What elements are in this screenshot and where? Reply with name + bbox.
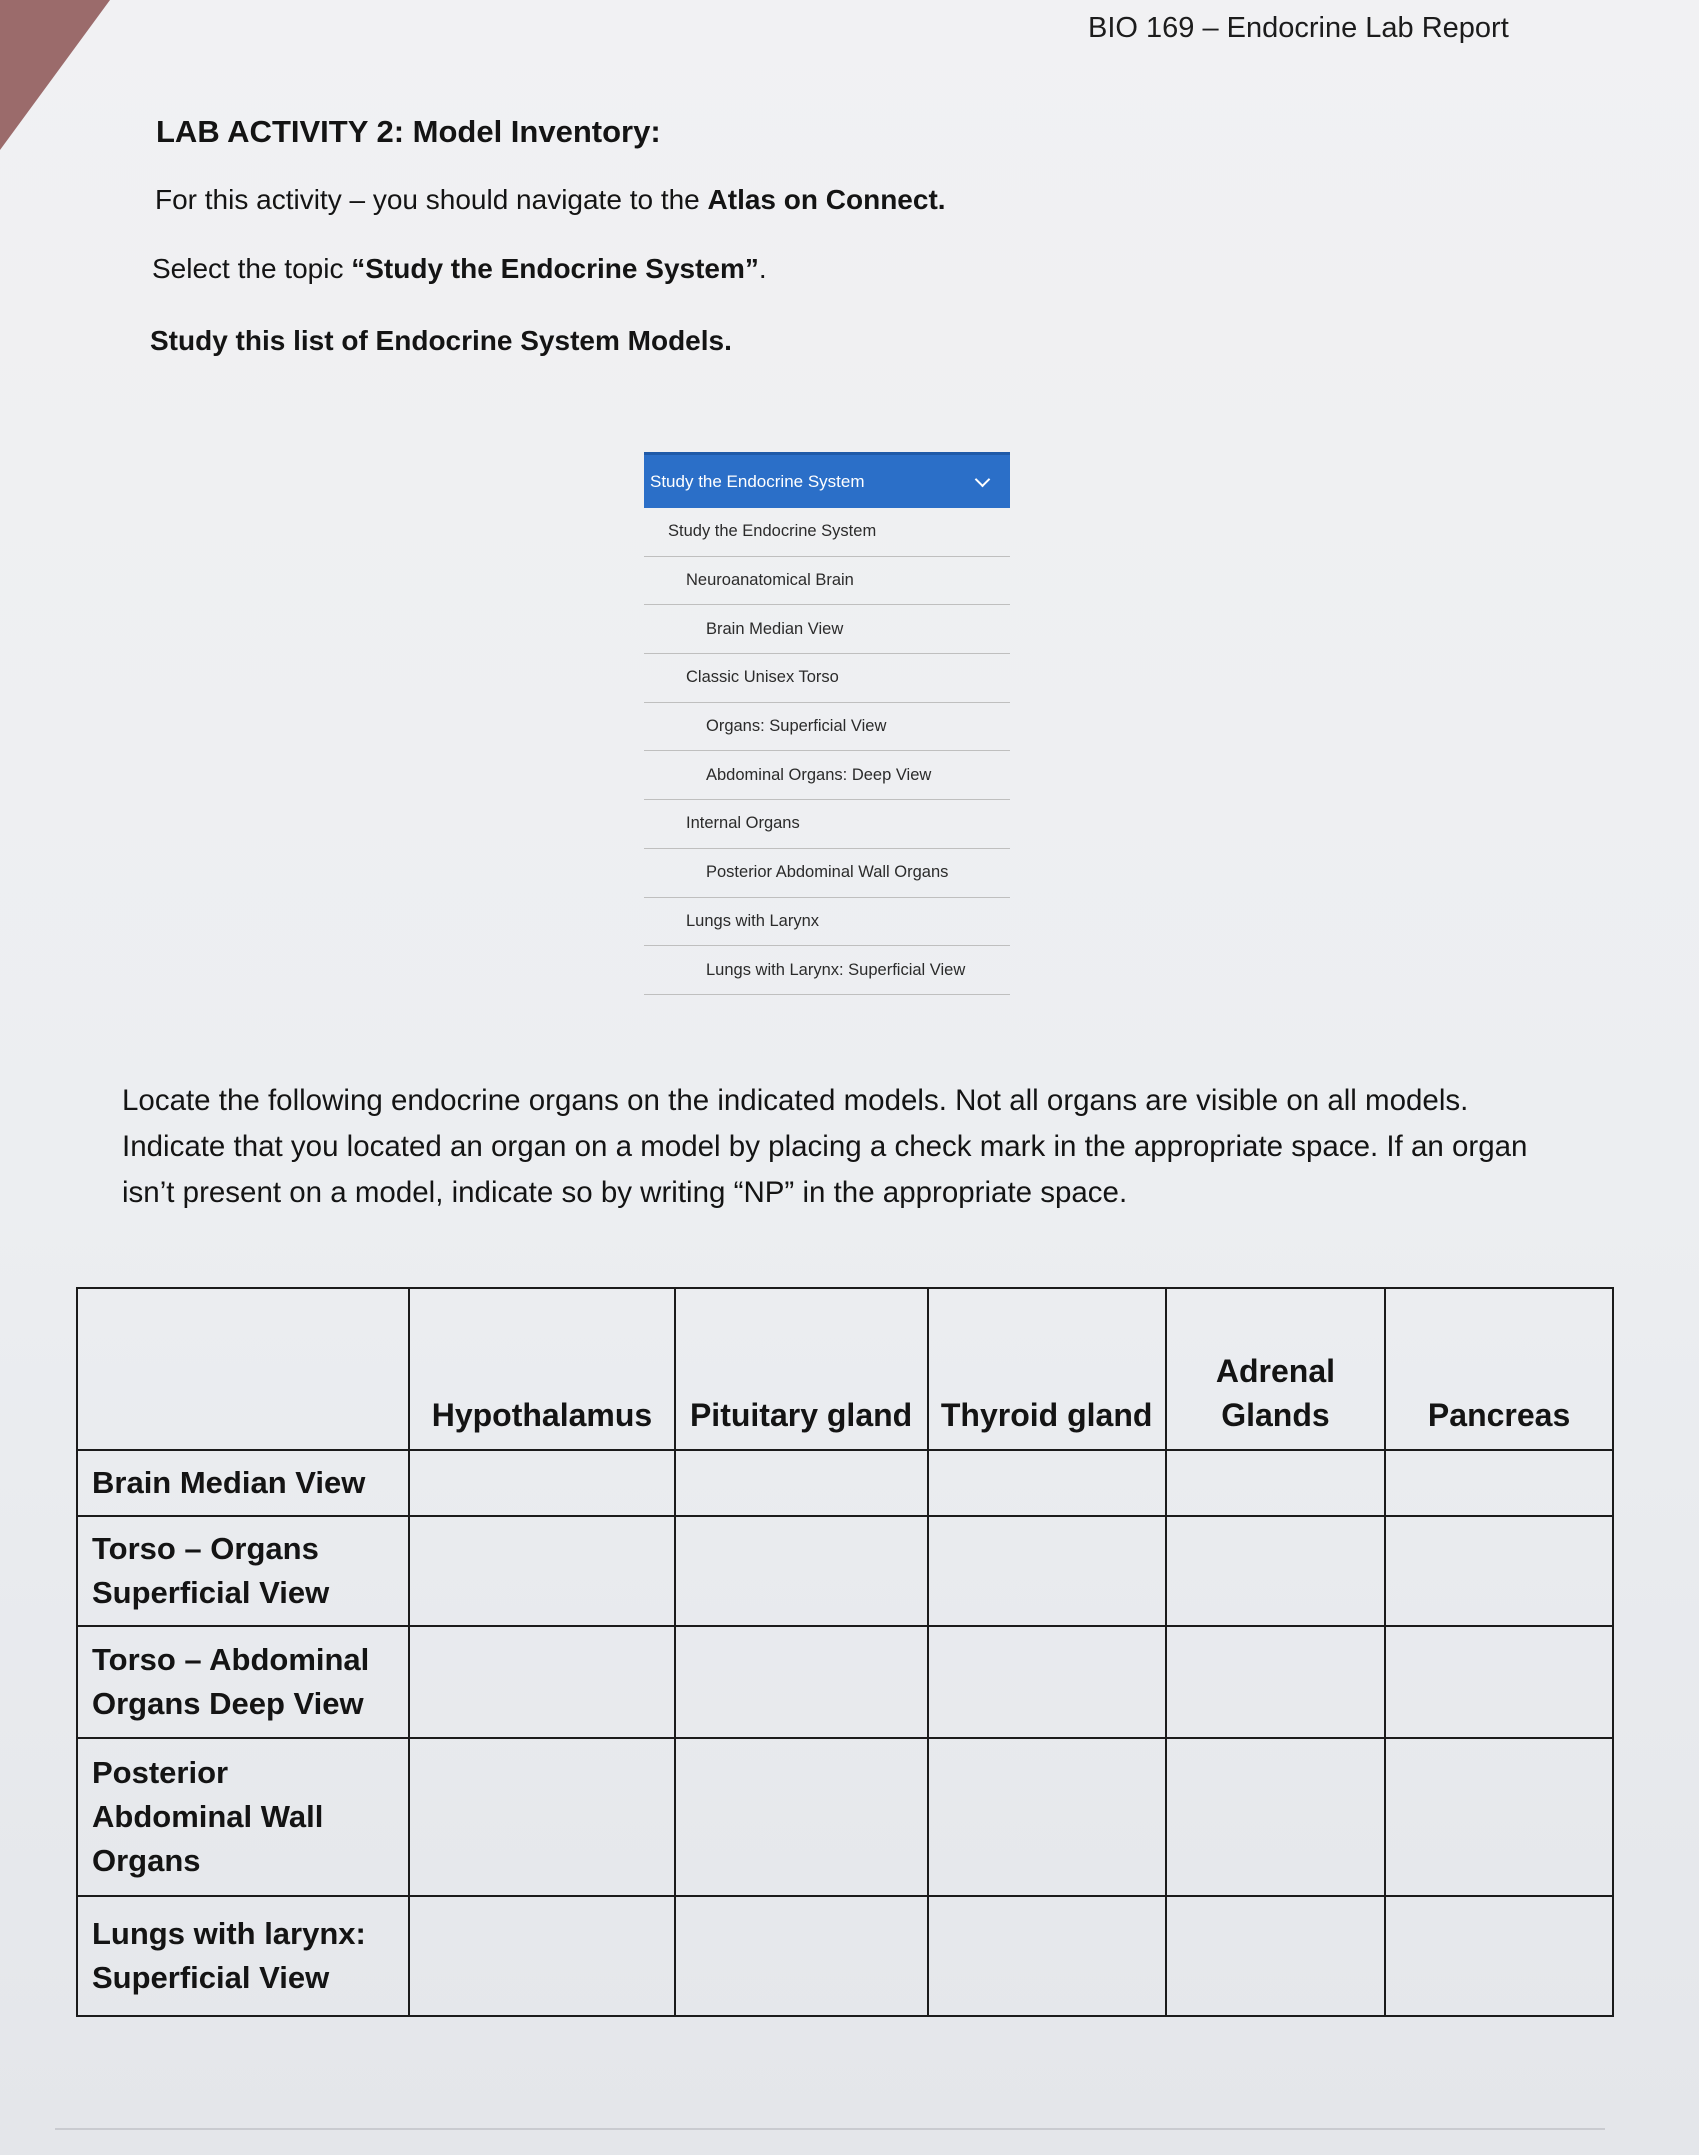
dropdown-item: Posterior Abdominal Wall Organs (644, 849, 1010, 898)
column-header: Pituitary gland (675, 1288, 928, 1450)
answer-cell[interactable] (675, 1896, 928, 2016)
intro-atlas-line (155, 184, 946, 216)
answer-cell[interactable] (409, 1738, 674, 1896)
answer-cell[interactable] (675, 1626, 928, 1738)
answer-cell[interactable] (1166, 1896, 1385, 2016)
intro-topic-period: . (758, 253, 767, 284)
dropdown-item: Lungs with Larynx (644, 898, 1010, 947)
dropdown-item: Abdominal Organs: Deep View (644, 751, 1010, 800)
answer-cell[interactable] (675, 1516, 928, 1626)
dropdown-item: Organs: Superficial View (644, 703, 1010, 752)
dropdown-item: Neuroanatomical Brain (644, 557, 1010, 606)
dropdown-list (644, 508, 1010, 995)
row-header: Lungs with larynx: Superficial View (77, 1896, 409, 2016)
answer-cell[interactable] (928, 1896, 1166, 2016)
table-row (77, 1738, 1613, 1896)
answer-cell[interactable] (409, 1516, 674, 1626)
answer-cell[interactable] (675, 1738, 928, 1896)
activity-title: LAB ACTIVITY 2: Model Inventory: (156, 114, 661, 149)
intro-topic-bold: “Study the Endocrine System” (351, 253, 759, 284)
dropdown-item: Internal Organs (644, 800, 1010, 849)
page-corner-fold (0, 0, 110, 150)
table-corner-cell (77, 1288, 409, 1450)
answer-cell[interactable] (675, 1450, 928, 1516)
dropdown-item: Classic Unisex Torso (644, 654, 1010, 703)
answer-cell[interactable] (409, 1450, 674, 1516)
row-header: Torso – Abdominal Organs Deep View (77, 1626, 409, 1738)
intro-study-line: Study this list of Endocrine System Models. (150, 325, 732, 356)
footer-divider (55, 2128, 1605, 2130)
dropdown-selected-label: Study the Endocrine System (650, 471, 865, 491)
answer-cell[interactable] (1385, 1738, 1613, 1896)
chevron-down-icon (975, 471, 991, 487)
column-header: Pancreas (1385, 1288, 1613, 1450)
inventory-grid (76, 1287, 1614, 2017)
answer-cell[interactable] (928, 1626, 1166, 1738)
row-header: Torso – Organs Superficial View (77, 1516, 409, 1626)
answer-cell[interactable] (1166, 1738, 1385, 1896)
table-row (77, 1896, 1613, 2016)
answer-cell[interactable] (1166, 1626, 1385, 1738)
answer-cell[interactable] (1166, 1516, 1385, 1626)
row-header: Posterior Abdominal Wall Organs (77, 1738, 409, 1896)
table-row (77, 1516, 1613, 1626)
answer-cell[interactable] (928, 1516, 1166, 1626)
answer-cell[interactable] (1166, 1450, 1385, 1516)
table-row (77, 1626, 1613, 1738)
answer-cell[interactable] (928, 1738, 1166, 1896)
model-dropdown-screenshot (644, 452, 1010, 995)
intro-atlas-bold: Atlas on Connect. (707, 184, 946, 215)
column-header: Hypothalamus (409, 1288, 674, 1450)
answer-cell[interactable] (1385, 1896, 1613, 2016)
model-inventory-table (76, 1287, 1614, 2017)
instructions-paragraph: Locate the following endocrine organs on the indicated models. Not all organs are visible on all models. Indicate that you located an organ on a model by placing a check mark in the appropriate space. If an organ isn’t present on a model, indicate so by writing “NP” in the appropriate space. (122, 1084, 1528, 1209)
intro-atlas-text: For this activity – you should navigate to the (155, 184, 708, 215)
answer-cell[interactable] (409, 1626, 674, 1738)
answer-cell[interactable] (928, 1450, 1166, 1516)
dropdown-selected (644, 452, 1010, 508)
answer-cell[interactable] (409, 1896, 674, 2016)
dropdown-item: Brain Median View (644, 605, 1010, 654)
dropdown-item: Lungs with Larynx: Superficial View (644, 946, 1010, 995)
answer-cell[interactable] (1385, 1516, 1613, 1626)
answer-cell[interactable] (1385, 1626, 1613, 1738)
dropdown-item: Study the Endocrine System (644, 508, 1010, 557)
row-header: Brain Median View (77, 1450, 409, 1516)
column-header: Thyroid gland (928, 1288, 1166, 1450)
intro-topic-line (152, 253, 767, 285)
report-header: BIO 169 – Endocrine Lab Report (1088, 12, 1509, 44)
answer-cell[interactable] (1385, 1450, 1613, 1516)
column-header: Adrenal Glands (1166, 1288, 1385, 1450)
intro-topic-text: Select the topic (152, 253, 352, 284)
table-row (77, 1450, 1613, 1516)
